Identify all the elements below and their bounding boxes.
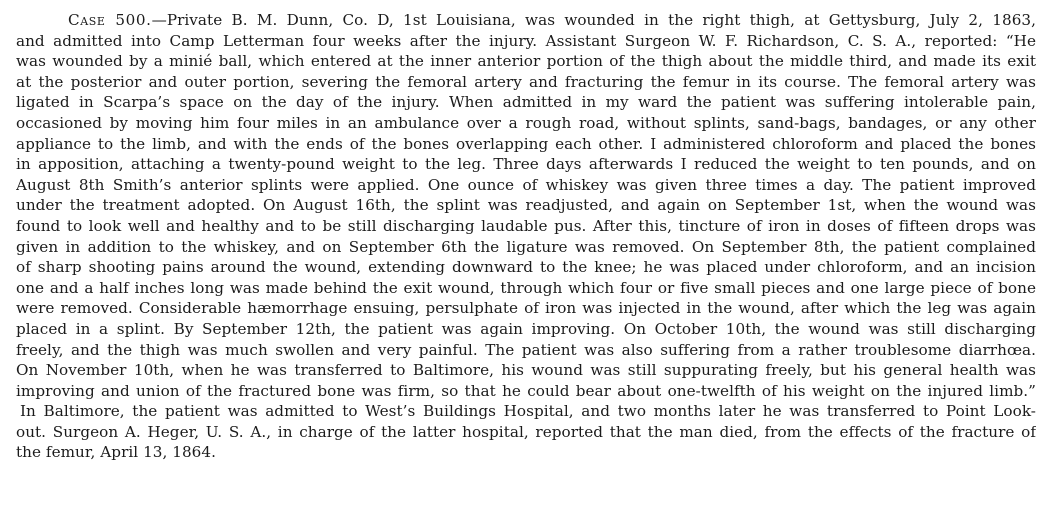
text-line-18: On November 10th, when he was transferred to Baltimore, his wound was still suppurating freely, but his general health was: [16, 361, 1036, 380]
text-line-19: improving and union of the fractured bone was firm, so that he could bear about one-twelfth of his weight on the injured limb.”: [16, 381, 1036, 400]
text-line-22: the femur, April 13, 1864.: [16, 443, 216, 462]
text-line-2: and admitted into Camp Letterman four weeks after the injury. Assistant Surgeon W. F. Richardson, C. S. A., reported: “He: [16, 31, 1036, 50]
text-line-10: under the treatment adopted. On August 16th, the splint was readjusted, and again on September 1st, when the wound was: [16, 196, 1036, 215]
case-heading: Case 500.: [68, 11, 152, 29]
text-line-11: found to look well and healthy and to be still discharging laudable pus. After this, tincture of iron in doses of fifteen drops was: [16, 216, 1036, 235]
text-line-16: placed in a splint. By September 12th, the patient was again improving. On October 10th, the wound was still discharging: [16, 319, 1036, 338]
text-line-6: occasioned by moving him four miles in an ambulance over a rough road, without splints, sand-bags, bandages, or any other: [16, 113, 1036, 132]
text-line-20: In Baltimore, the patient was admitted to West’s Buildings Hospital, and two months later he was transferred to Point Look-: [20, 402, 1036, 421]
text-line-1-body: —Private B. M. Dunn, Co. D, 1st Louisiana, was wounded in the right thigh, at Gettysburg, July 2, 1863,: [151, 11, 1036, 29]
text-line-3: was wounded by a minié ball, which entered at the inner anterior portion of the thigh about the middle third, and made its exit: [16, 52, 1036, 71]
text-line-17: freely, and the thigh was much swollen and very painful. The patient was also suffering from a rather troublesome diarrhœa.: [16, 340, 1036, 359]
text-line-8: in apposition, attaching a twenty-pound weight to the leg. Three days afterwards I reduced the weight to ten pounds, and on: [16, 155, 1036, 174]
text-line-14: one and a half inches long was made behind the exit wound, through which four or five small pieces and one large piece of bone: [16, 278, 1036, 297]
case-report-document: [16, 10, 1036, 463]
text-line-9: August 8th Smith’s anterior splints were applied. One ounce of whiskey was given three times a day. The patient improved: [16, 175, 1036, 194]
text-line-5: ligated in Scarpa’s space on the day of the injury. When admitted in my ward the patient was suffering intolerable pain,: [16, 93, 1036, 112]
text-line-21: out. Surgeon A. Heger, U. S. A., in charge of the latter hospital, reported that the man died, from the effects of the fracture of: [16, 422, 1036, 441]
text-line-13: of sharp shooting pains around the wound, extending downward to the knee; he was placed under chloroform, and an incision: [16, 258, 1036, 277]
text-line-7: appliance to the limb, and with the ends of the bones overlapping each other. I administered chloroform and placed the bones: [16, 134, 1036, 153]
text-line-4: at the posterior and outer portion, severing the femoral artery and fracturing the femur in its course. The femoral artery was: [16, 72, 1036, 91]
text-line-15: were removed. Considerable hæmorrhage ensuing, persulphate of iron was injected in the wound, after which the leg was again: [16, 299, 1036, 318]
text-line-12: given in addition to the whiskey, and on September 6th the ligature was removed. On September 8th, the patient complained: [16, 237, 1036, 256]
text-line-1: [16, 10, 1036, 31]
